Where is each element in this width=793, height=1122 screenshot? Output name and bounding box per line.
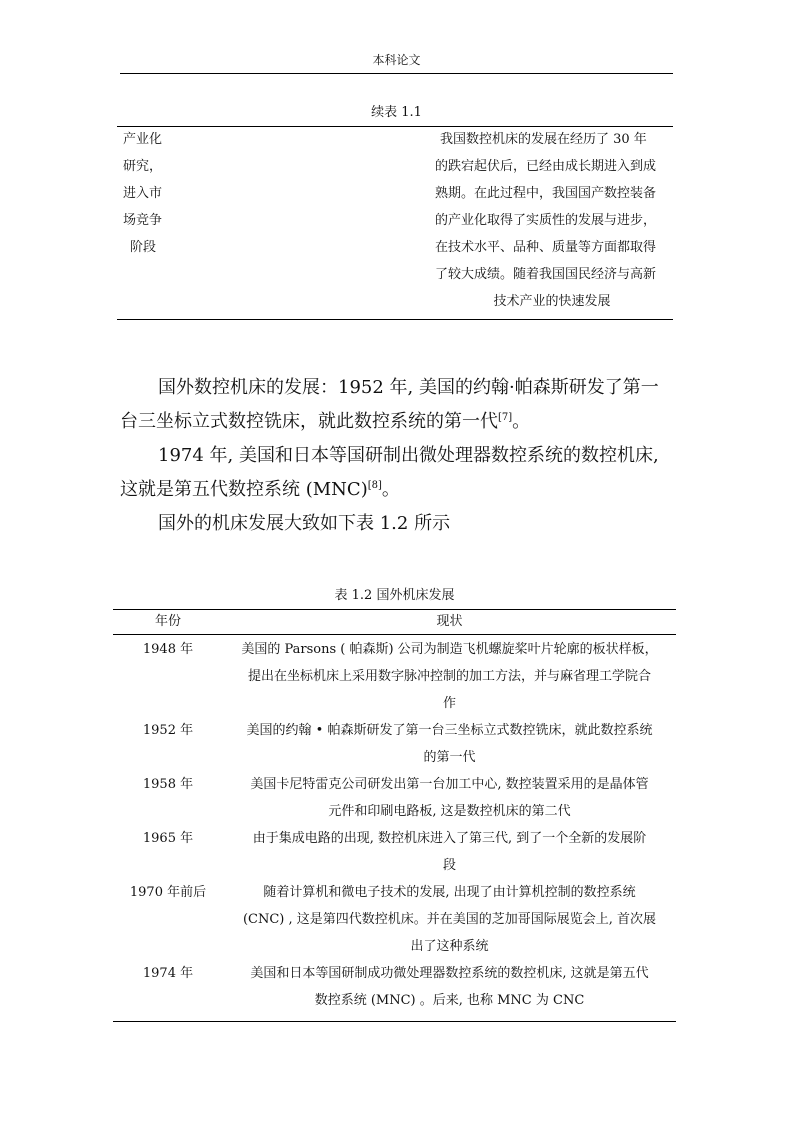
table2-status-line: 美国卡尼特雷克公司研发出第一台加工中心, 数控装置采用的是晶体管: [250, 777, 649, 792]
paragraph-2-line-2: [120, 473, 676, 507]
table2-status-cell: [223, 879, 676, 960]
table2-status-cell: [223, 825, 676, 879]
table1-desc-line: 的产业化取得了实质性的发展与进步，: [435, 213, 657, 228]
table2-status-line: (CNC) , 这是第四代数控机床。并在美国的芝加哥国际展览会上, 首次展: [242, 912, 657, 927]
table1-stage-line: 进入市: [123, 186, 163, 201]
table-row: [113, 717, 676, 771]
table2-status-line: 作: [442, 696, 456, 711]
paragraph-3: 国外的机床发展大致如下表 1.2 所示: [158, 513, 451, 534]
table2-status-line: 提出在坐标机床上采用数字脉冲控制的加工方法，并与麻省理工学院合: [247, 669, 651, 684]
table2-status-line: 数控系统 (MNC) 。后来, 也称 MNC 为 CNC: [314, 993, 585, 1008]
paragraph-2-text: 这就是第五代数控系统 (MNC): [120, 479, 368, 500]
table2-status-cell: [223, 960, 676, 1014]
table1-stage-cell: [123, 126, 193, 261]
table2-year-cell: 1948 年: [142, 642, 194, 657]
table2-year-cell: 1965 年: [142, 831, 194, 846]
table2-header-year: 年份: [154, 614, 181, 629]
table1-caption: 续表 1.1: [371, 105, 422, 120]
table2-top-rule: [113, 609, 676, 610]
table1-description-cell: [435, 126, 669, 315]
table1-stage-line: 场竞争: [123, 213, 163, 228]
table2-status-cell: [223, 717, 676, 771]
table-row: [113, 825, 676, 879]
table2-status-cell: [223, 771, 676, 825]
table2-header-status: 现状: [436, 614, 463, 629]
paragraph-1-text: 台三坐标立式数控铣床，就此数控系统的第一代: [120, 411, 498, 432]
table2-caption: 表 1.2 国外机床发展: [334, 588, 455, 603]
paragraph-2-line-1: 1974 年, 美国和日本等国研制出微处理器数控系统的数控机床,: [158, 445, 659, 466]
table2-status-line: 美国的 Parsons ( 帕森斯) 公司为制造飞机螺旋桨叶片轮廓的板状样板，: [241, 642, 658, 657]
table2-header-rule: [113, 634, 676, 635]
table2-year-cell: 1970 年前后: [129, 885, 207, 900]
table2-year-cell: 1958 年: [142, 777, 194, 792]
table2-status-line: 段: [442, 858, 456, 873]
table2-status-line: 的第一代: [423, 750, 476, 765]
table2-status-line: 由于集成电路的出现, 数控机床进入了第三代, 到了一个全新的发展阶: [252, 831, 647, 846]
table2-year-cell: 1974 年: [142, 966, 194, 981]
paragraph-1-line-1: 国外数控机床的发展：1952 年, 美国的约翰·帕森斯研发了第一: [158, 377, 659, 398]
table1-desc-line: 了较大成绩。随着我国国民经济与高新: [435, 267, 657, 282]
table2-year-cell: 1952 年: [142, 723, 194, 738]
table2-header-row: [113, 611, 676, 633]
table-row: [113, 879, 676, 960]
table-row: [113, 771, 676, 825]
table1-desc-line: 的跌宕起伏后，已经由成长期进入到成: [435, 159, 657, 174]
table-row: [113, 960, 676, 1014]
page-header: 本科论文: [372, 53, 421, 67]
table1-desc-line: 熟期。在此过程中，我国国产数控装备: [435, 186, 657, 201]
table2-status-line: 美国和日本等国研制成功微处理器数控系统的数控机床, 这就是第五代: [250, 966, 649, 981]
table1-stage-line: 产业化: [123, 132, 163, 147]
citation-8: [8]: [367, 480, 382, 491]
table1-desc-line: 我国数控机床的发展在经历了 30 年: [440, 132, 647, 147]
table2-status-line: 出了这种系统: [410, 939, 489, 954]
table1-stage-line: 阶段: [130, 240, 157, 255]
body-paragraphs: [120, 371, 676, 541]
table2-body: [113, 636, 676, 1014]
table1-bottom-rule: [117, 319, 673, 320]
paragraph-1-end: 。: [512, 411, 531, 432]
paragraph-1-line-2: [120, 405, 676, 439]
paragraph-2-end: 。: [381, 479, 400, 500]
table2-status-line: 美国的约翰 • 帕森斯研发了第一台三坐标立式数控铣床，就此数控系统: [246, 723, 653, 738]
table1-stage-line: 研究，: [123, 159, 163, 174]
citation-7: [7]: [498, 412, 513, 423]
table1-desc-line: 在技术水平、品种、质量等方面都取得: [435, 240, 657, 255]
table2-status-cell: [223, 636, 676, 717]
table1-desc-line: 技术产业的快速发展: [493, 294, 611, 309]
header-rule: [120, 73, 673, 74]
table2-bottom-rule: [113, 1021, 676, 1022]
table2-status-line: 元件和印刷电路板, 这是数控机床的第二代: [328, 804, 571, 819]
table-row: [113, 636, 676, 717]
table2-status-line: 随着计算机和微电子技术的发展, 出现了由计算机控制的数控系统: [263, 885, 636, 900]
